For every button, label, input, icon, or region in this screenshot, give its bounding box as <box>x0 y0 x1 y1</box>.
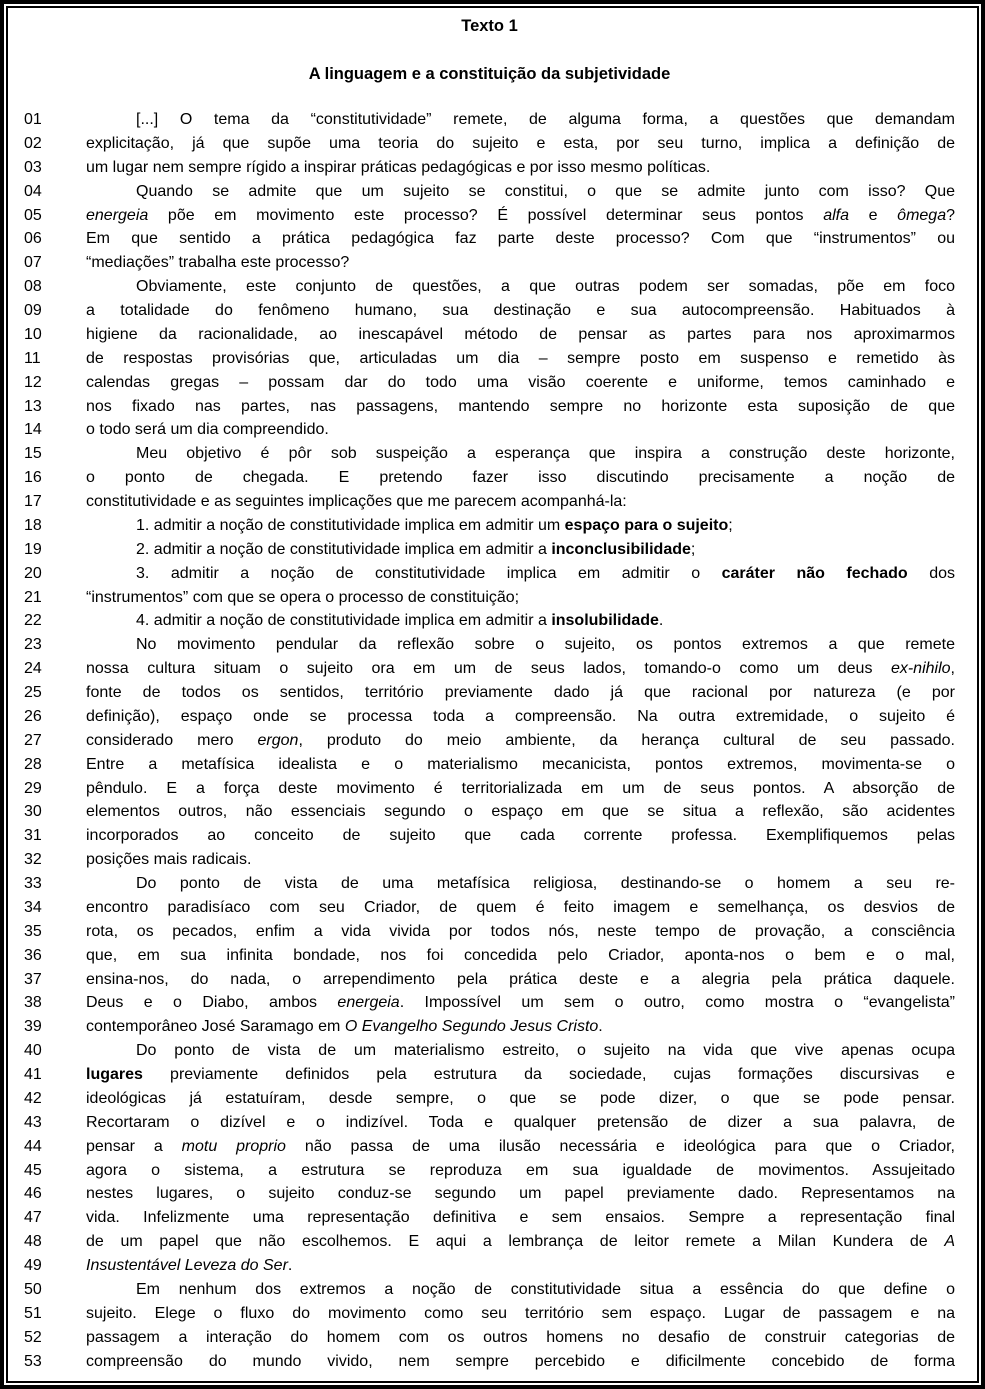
line-text: de respostas provisórias que, articuladas um dia – sempre posto em suspenso e remetido às <box>86 349 955 367</box>
line-text: 4. admitir a noção de constitutividade implica em admitir a insolubilidade. <box>136 612 664 630</box>
line-number: 15 <box>24 445 42 463</box>
line-text: nos fixado nas partes, nas passagens, mantendo sempre no horizonte esta suposição de que <box>86 397 955 415</box>
line-text: encontro paradisíaco com seu Criador, de quem é feito imagem e semelhança, os desvios de <box>86 898 955 916</box>
text-line <box>24 944 955 968</box>
line-number: 20 <box>24 564 42 582</box>
text-line <box>24 896 955 920</box>
text-line <box>24 418 955 442</box>
line-text: sujeito. Elege o fluxo do movimento como seu território sem espaço. Lugar de passagem e na <box>86 1304 955 1322</box>
line-number: 39 <box>24 1018 42 1036</box>
text-line <box>24 1278 955 1302</box>
line-text: constitutividade e as seguintes implicações que me parecem acompanhá-la: <box>86 493 627 510</box>
line-number: 33 <box>24 875 42 892</box>
line-number: 50 <box>24 1280 42 1298</box>
line-number: 28 <box>24 755 42 773</box>
line-text: lugares previamente definidos pela estrutura da sociedade, cujas formações discursivas e <box>86 1066 955 1083</box>
text-line <box>24 180 955 204</box>
line-text: posições mais radicais. <box>86 851 252 869</box>
line-number: 21 <box>24 588 42 606</box>
line-number: 01 <box>24 111 42 128</box>
text-line <box>24 705 955 729</box>
text-line <box>24 609 955 633</box>
line-number: 23 <box>24 636 42 654</box>
text-line <box>24 729 955 753</box>
line-number: 13 <box>24 397 42 415</box>
line-number: 22 <box>24 612 42 630</box>
line-text: Meu objetivo é pôr sob suspeição a esperança que inspira a construção deste horizonte, <box>136 445 955 463</box>
line-text: ideológicas já estatuíram, desde sempre, o que se pode dizer, o que se pode pensar. <box>86 1089 955 1107</box>
line-text: [...] O tema da “constitutividade” remete, de alguma forma, a questões que demandam <box>136 111 955 128</box>
line-number: 25 <box>24 684 42 701</box>
line-text: Entre a metafísica idealista e o materialismo mecanicista, pontos extremos, movimenta-se o <box>86 755 955 773</box>
line-text: considerado mero ergon, produto do meio ambiente, da herança cultural de seu passado. <box>86 731 956 749</box>
text-line <box>24 872 955 896</box>
line-number: 08 <box>24 278 42 296</box>
text-line <box>24 251 955 275</box>
line-number: 52 <box>24 1328 42 1346</box>
text-line <box>24 968 955 992</box>
line-text: 1. admitir a noção de constitutividade implica em admitir um espaço para o sujeito; <box>136 516 733 534</box>
text-line <box>24 442 955 466</box>
text-line <box>24 1254 955 1278</box>
line-text: rota, os pecados, enfim a vida vivida por todos nós, neste tempo de provação, a consciência <box>86 922 955 940</box>
text-line <box>24 1135 955 1159</box>
text-line <box>24 920 955 944</box>
text-line <box>24 227 955 251</box>
line-text: a totalidade do fenômeno humano, sua destinação e sua autocompreensão. Habituados à <box>86 302 955 319</box>
line-number: 29 <box>24 779 42 797</box>
line-text: Insustentável Leveza do Ser. <box>86 1257 293 1274</box>
text-line <box>24 1039 955 1063</box>
line-number: 40 <box>24 1042 42 1060</box>
line-number: 05 <box>24 206 42 224</box>
text-line <box>24 848 955 872</box>
line-text: que, em sua infinita bondade, nos foi concedida pelo Criador, aponta-nos o bem e o mal, <box>86 946 955 964</box>
line-number: 35 <box>24 922 42 940</box>
line-number: 36 <box>24 946 42 964</box>
line-text: higiene da racionalidade, ao inescapável método de pensar as partes para nos aproximarmos <box>86 325 955 343</box>
line-number: 30 <box>24 803 42 821</box>
text-line <box>24 777 955 801</box>
text-line <box>24 1326 955 1350</box>
line-text: “instrumentos” com que se opera o processo de constituição; <box>86 588 520 606</box>
line-number: 47 <box>24 1209 42 1227</box>
text-title: A linguagem e a constituição da subjetividade <box>308 65 671 83</box>
line-number: 43 <box>24 1113 42 1131</box>
text-line <box>24 586 955 610</box>
line-text: contemporâneo José Saramago em O Evangelho Segundo Jesus Cristo. <box>86 1018 603 1036</box>
line-text: incorporados ao conceito de sujeito que cada corrente professa. Exemplifiquemos pelas <box>86 827 955 845</box>
text-line <box>24 466 955 490</box>
line-text: nestes lugares, o sujeito conduz-se segundo um papel previamente dado. Representamos na <box>86 1185 955 1203</box>
line-number: 44 <box>24 1137 42 1155</box>
line-text: Do ponto de vista de um materialismo estreito, o sujeito na vida que vive apenas ocupa <box>136 1042 955 1060</box>
line-number: 10 <box>24 325 42 343</box>
line-number: 53 <box>24 1352 42 1370</box>
line-number: 32 <box>24 851 42 869</box>
line-number: 26 <box>24 707 42 725</box>
text-line <box>24 538 955 562</box>
text-line <box>24 132 955 156</box>
text-line <box>24 1159 955 1183</box>
text-line <box>24 323 955 347</box>
document-frame <box>6 6 979 1383</box>
text-line <box>24 204 955 228</box>
text-line <box>24 1206 955 1230</box>
line-number: 37 <box>24 970 42 988</box>
line-text: o ponto de chegada. E pretendo fazer isso discutindo precisamente a noção de <box>86 469 955 487</box>
line-text: Deus e o Diabo, ambos energeia. Impossível um sem o outro, como mostra o “evangelista” <box>86 994 955 1012</box>
text-line <box>24 275 955 299</box>
line-text: energeia põe em movimento este processo? É possível determinar seus pontos alfa e ômega? <box>86 206 955 224</box>
line-number: 38 <box>24 994 42 1012</box>
text-lines <box>24 108 955 1373</box>
line-text: calendas gregas – possam dar do todo uma visão coerente e uniforme, temos caminhado e <box>86 373 955 391</box>
line-number: 27 <box>24 731 42 749</box>
line-text: vida. Infelizmente uma representação definitiva e sem ensaios. Sempre a representação final <box>86 1209 955 1227</box>
line-number: 46 <box>24 1185 42 1203</box>
text-line <box>24 514 955 538</box>
text-line <box>24 633 955 657</box>
line-text: o todo será um dia compreendido. <box>86 421 329 439</box>
line-text: fonte de todos os sentidos, território previamente dado já que racional por natureza (e por <box>86 684 955 701</box>
line-number: 18 <box>24 516 42 534</box>
text-line <box>24 562 955 586</box>
line-text: elementos outros, não essenciais segundo o espaço em que se situa a reflexão, são acidentes <box>86 803 955 821</box>
line-number: 03 <box>24 158 42 176</box>
line-text: Em nenhum dos extremos a noção de constitutividade situa a essência do que define o <box>136 1280 955 1298</box>
line-number: 49 <box>24 1257 42 1274</box>
text-line <box>24 657 955 681</box>
line-text: passagem a interação do homem com os outros homens no desafio de construir categorias de <box>86 1328 955 1346</box>
line-text: agora o sistema, a estrutura se reproduza em sua igualdade de movimentos. Assujeitado <box>86 1161 955 1179</box>
line-text: Recortaram o dizível e o indizível. Toda e qualquer pretensão de dizer a sua palavra, de <box>86 1113 955 1131</box>
line-text: de um papel que não escolhemos. E aqui a lembrança de leitor remete a Milan Kundera de A <box>86 1233 955 1251</box>
line-text: compreensão do mundo vivido, nem sempre percebido e dificilmente concebido de forma <box>86 1352 955 1370</box>
text-line <box>24 1015 955 1039</box>
line-text: 3. admitir a noção de constitutividade implica em admitir o caráter não fechado dos <box>136 564 955 582</box>
line-number: 04 <box>24 182 42 200</box>
text-line <box>24 490 955 514</box>
line-number: 51 <box>24 1304 42 1322</box>
page-title: Texto 1 <box>461 17 518 35</box>
line-number: 14 <box>24 421 42 439</box>
text-line <box>24 681 955 705</box>
text-line <box>24 1350 955 1374</box>
line-number: 41 <box>24 1066 42 1083</box>
text-line <box>24 1087 955 1111</box>
line-text: Em que sentido a prática pedagógica faz parte deste processo? Com que “instrumentos” ou <box>86 230 955 248</box>
text-line <box>24 108 955 132</box>
line-number: 24 <box>24 660 42 678</box>
line-number: 42 <box>24 1089 42 1107</box>
line-text: pensar a motu proprio não passa de uma ilusão necessária e ideológica para que o Criador, <box>86 1137 955 1155</box>
text-line <box>24 991 955 1015</box>
line-text: definição), espaço onde se processa toda a compreensão. Na outra extremidade, o sujeito é <box>86 707 955 725</box>
line-number: 12 <box>24 373 42 391</box>
text-line <box>24 800 955 824</box>
line-text: Obviamente, este conjunto de questões, a que outras podem ser somadas, põe em foco <box>136 278 955 296</box>
text-line <box>24 1063 955 1087</box>
text-line <box>24 347 955 371</box>
line-number: 45 <box>24 1161 42 1179</box>
text-line <box>24 753 955 777</box>
text-line <box>24 1302 955 1326</box>
text-line <box>24 395 955 419</box>
line-text: nossa cultura situam o sujeito ora em um de seus lados, tomando-o como um deus ex-nihilo, <box>86 660 955 678</box>
text-line <box>24 824 955 848</box>
line-text: 2. admitir a noção de constitutividade implica em admitir a inconclusibilidade; <box>136 540 696 558</box>
line-text: Quando se admite que um sujeito se constitui, o que se admite junto com isso? Que <box>136 182 955 200</box>
text-line <box>24 1111 955 1135</box>
line-text: pêndulo. E a força deste movimento é territorializada em um de seus pontos. A absorção de <box>86 779 955 797</box>
line-text: um lugar nem sempre rígido a inspirar práticas pedagógicas e por isso mesmo políticas. <box>86 158 711 176</box>
line-text: ensina-nos, do nada, o arrependimento pela prática deste e a alegria pela prática daquele. <box>86 970 955 988</box>
line-text: “mediações” trabalha este processo? <box>86 254 350 272</box>
line-number: 34 <box>24 898 42 916</box>
text-line <box>24 299 955 323</box>
line-number: 17 <box>24 493 42 510</box>
line-number: 02 <box>24 134 42 152</box>
text-line <box>24 1230 955 1254</box>
line-number: 06 <box>24 230 42 248</box>
line-number: 19 <box>24 540 42 558</box>
text-line <box>24 1182 955 1206</box>
line-text: No movimento pendular da reflexão sobre o sujeito, os pontos extremos a que remete <box>136 636 955 654</box>
text-line <box>24 371 955 395</box>
line-number: 07 <box>24 254 42 272</box>
line-text: explicitação, já que supõe uma teoria do sujeito e esta, por seu turno, implica a definição de <box>86 134 955 152</box>
line-number: 31 <box>24 827 42 845</box>
line-number: 11 <box>24 349 41 367</box>
line-number: 09 <box>24 302 42 319</box>
line-text: Do ponto de vista de uma metafísica religiosa, destinando-se o homem a seu re- <box>136 875 955 892</box>
text-line <box>24 156 955 180</box>
line-number: 16 <box>24 469 42 487</box>
line-number: 48 <box>24 1233 42 1251</box>
